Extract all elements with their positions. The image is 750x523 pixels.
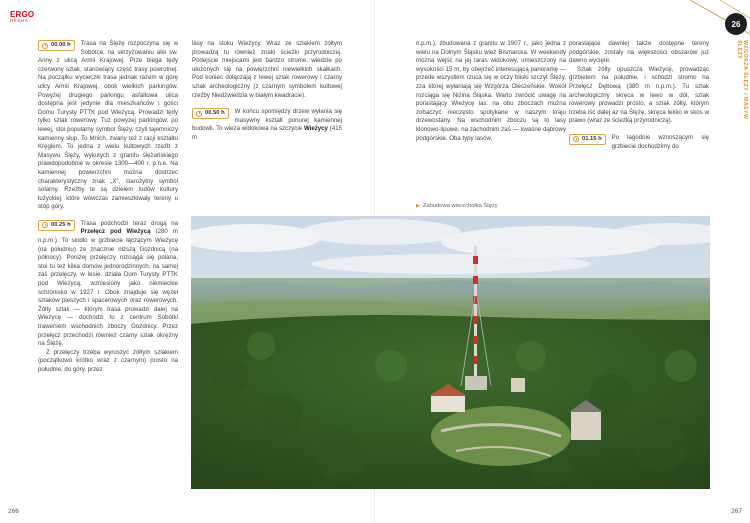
- page-number: 267: [731, 508, 742, 515]
- chapter-number-badge: 26: [725, 13, 747, 35]
- time-value: 01.15 h: [582, 136, 602, 143]
- clock-icon: [42, 222, 48, 228]
- text: (280 m n.p.m.). To siodło w grzbiecie łączącym Wieżycę (na południu) ze znacznie niższą Gozdnicą (na północy). Poniżej przełęczy rozciąga się polana, stoi tu też kilka domów jednorodzinnych, na samej zaś przełęczy, w lesie, działa Dom Turysty PTTK pod Wieżycą, wzniesiony jako niemieckie schronisko w 1927 r. Obok znajduje się węzeł szlaków pieszych i spacerowych oraz rowerowych. Żółty szlak — którym trasa prowadzi dalej na Wieżycę — dochodzi tu z centrum Sobótki trawersem wschodnich zboczy Gozdnicy. Przez przełęcz przechodzi również czarny szlak okrężny na Ślężę.: [38, 228, 178, 348]
- time-value: 00.00 h: [51, 42, 71, 49]
- photo-illustration: [191, 216, 710, 489]
- paragraph: [569, 66, 709, 126]
- text: Z przełęczy trzeba wyruszyć żółtym szlakiem (początkowo krótko wraz z czarnym) prosto na południe, do góry, przez: [38, 348, 178, 373]
- clock-icon: [42, 43, 48, 49]
- logo-brand: ERGO: [10, 10, 35, 19]
- right-column-1: [416, 40, 566, 143]
- logo-sub: HEXHA: [10, 18, 29, 23]
- caption-text: Zabudowa wierzchołka Ślęży: [422, 203, 498, 209]
- page-number: 266: [8, 508, 19, 515]
- text: Po łagodnie wznoszącym się grzbiecie dochodzimy do: [611, 133, 709, 150]
- paragraph: [192, 108, 342, 142]
- time-value: 00.25 h: [51, 222, 71, 229]
- text: lasy na stoku Wieżycy. Wraz ze szlakiem żółtym prowadzą tu również znaki ścieżki przyrodniczej. Podejście miejscami jest bardzo strome, wiedzie po ułożonych się na powierzchni niewielkich skałkach. Pod koniec dołączają z lewej szlak rowerowy i czarny szlak archeologiczny (z czarnym symbolem kultowej rzeźby Niedźwiedzia w białym kwadracie).: [192, 40, 342, 99]
- text: Trasa podchodzi teraz drogą na: [80, 219, 178, 227]
- paragraph: [38, 220, 178, 349]
- clock-icon: [573, 136, 579, 142]
- left-column-1: [38, 40, 178, 375]
- photo-caption: [416, 203, 498, 209]
- aerial-photo: [191, 216, 710, 489]
- paragraph: [569, 134, 709, 151]
- paragraph: [569, 40, 709, 66]
- section-title: WZGÓRZA ŚLĘŻY / MASYW ŚLĘŻY: [736, 40, 748, 120]
- text: porastające dawniej także dostępne tereny podgórskie, zostały na większości obszarów już dawno wycięte.: [569, 40, 709, 65]
- time-badge: [569, 134, 606, 145]
- text: Trasa na Ślężę rozpoczyna się w Sobótce, na skrzyżowaniu alei św. Anny z ulicą Armii Krajowej. Prze biega tędy czerwony szlak, stanowiący część trasy powrotnej. Na początku wycieczki trasa jednak razem w górę ulicy Armii Krajowej, obok wielkich parkingów. Powyżej drugiego parkingu asfaltowa ulica dostępna jest jedynie dla mieszkańców i gości Domu Turysty PTTK pod Wieżycą. Prowadzi tędy tylko szlak rowerowy. Tuż powyżej parkingów, po lewej, stoi popularny symbol Ślęży, czyli tajemniczy kamienny słup. To Mnich, zwany też z racji kształtu Kręglem. To jedna z wielu kultowych rzeźb z Masywu Ślęży, wykutych z granitu ślężańskiego prawdopodobnie w okresie 1300—400 r. p.n.e. Na kamiennej powierzchni można dostrzec charakterystyczny znak „X", starożytny symbol solarny. Rzeźby te są dziełem ludów kultury łużyckiej, które wówczas zamieszkiwały tereny u stóp góry.: [38, 40, 178, 211]
- paragraph: [192, 40, 342, 100]
- paragraph: [38, 40, 178, 212]
- time-badge: [38, 40, 75, 51]
- left-column-2: [192, 40, 342, 143]
- clock-icon: [196, 111, 202, 117]
- right-column-2: [569, 40, 709, 151]
- logo: [10, 10, 40, 23]
- text: Szlak żółty opuszcza Wieżycę, prowadząc grzbietem na południe, i schodzi stromo na Przełęcz Dębową (380 m n.p.m.). Tu szlak archeologiczny skręca w lewo w dół, szlak rowerowy prowadzi prosto, a szlak żółty, którym trzeba iść dalej az na Ślężę, skręca lekko w skos w prawo (wraz ze ścieżką przyrodniczą).: [569, 65, 709, 125]
- side-label: [736, 40, 748, 120]
- text: n.p.m.), zbudowana z granitu w 1907 r., jako jedna z wielu na Dolnym Śląsku wież Bismarcka. W weekendy można wejść na jej taras widokowy, umieszczony na wysokości 15 m, by obejrzeć interesującą panoramę — przede wszystkim rzuca się w oczy bliski szczyt Ślęży, zza której wyłaniają się Wzgórza Oleszeńskie. Wokół rozciąga się Nizina Śląska. Warto zwrócić uwagę na porastający Wieżycę las: na obu zboczach można zobaczyć nieczęsto spotykane w naszym kraju drzewostany. Na wschodnim zboczu są to lasy klonowo-lipowe, na zachodnim zaś — kwaśne dąbrowy podgórskie. Oba typy lasów,: [416, 40, 566, 142]
- text: W końcu spomiędzy drzew wyłania się masywny kształt ponurej kamiennej budowli. To wieża widokowa na szczycie: [192, 108, 342, 133]
- place-name: Przełęcz pod Wieżycą: [80, 228, 151, 236]
- place-name: Wieżycy: [303, 125, 328, 133]
- paragraph: [38, 349, 178, 375]
- time-badge: [192, 108, 229, 119]
- time-value: 00.50 h: [205, 110, 225, 117]
- text: (415 m: [192, 125, 343, 141]
- time-badge: [38, 220, 75, 231]
- paragraph: [416, 40, 566, 143]
- triangle-icon: ▶: [416, 203, 420, 209]
